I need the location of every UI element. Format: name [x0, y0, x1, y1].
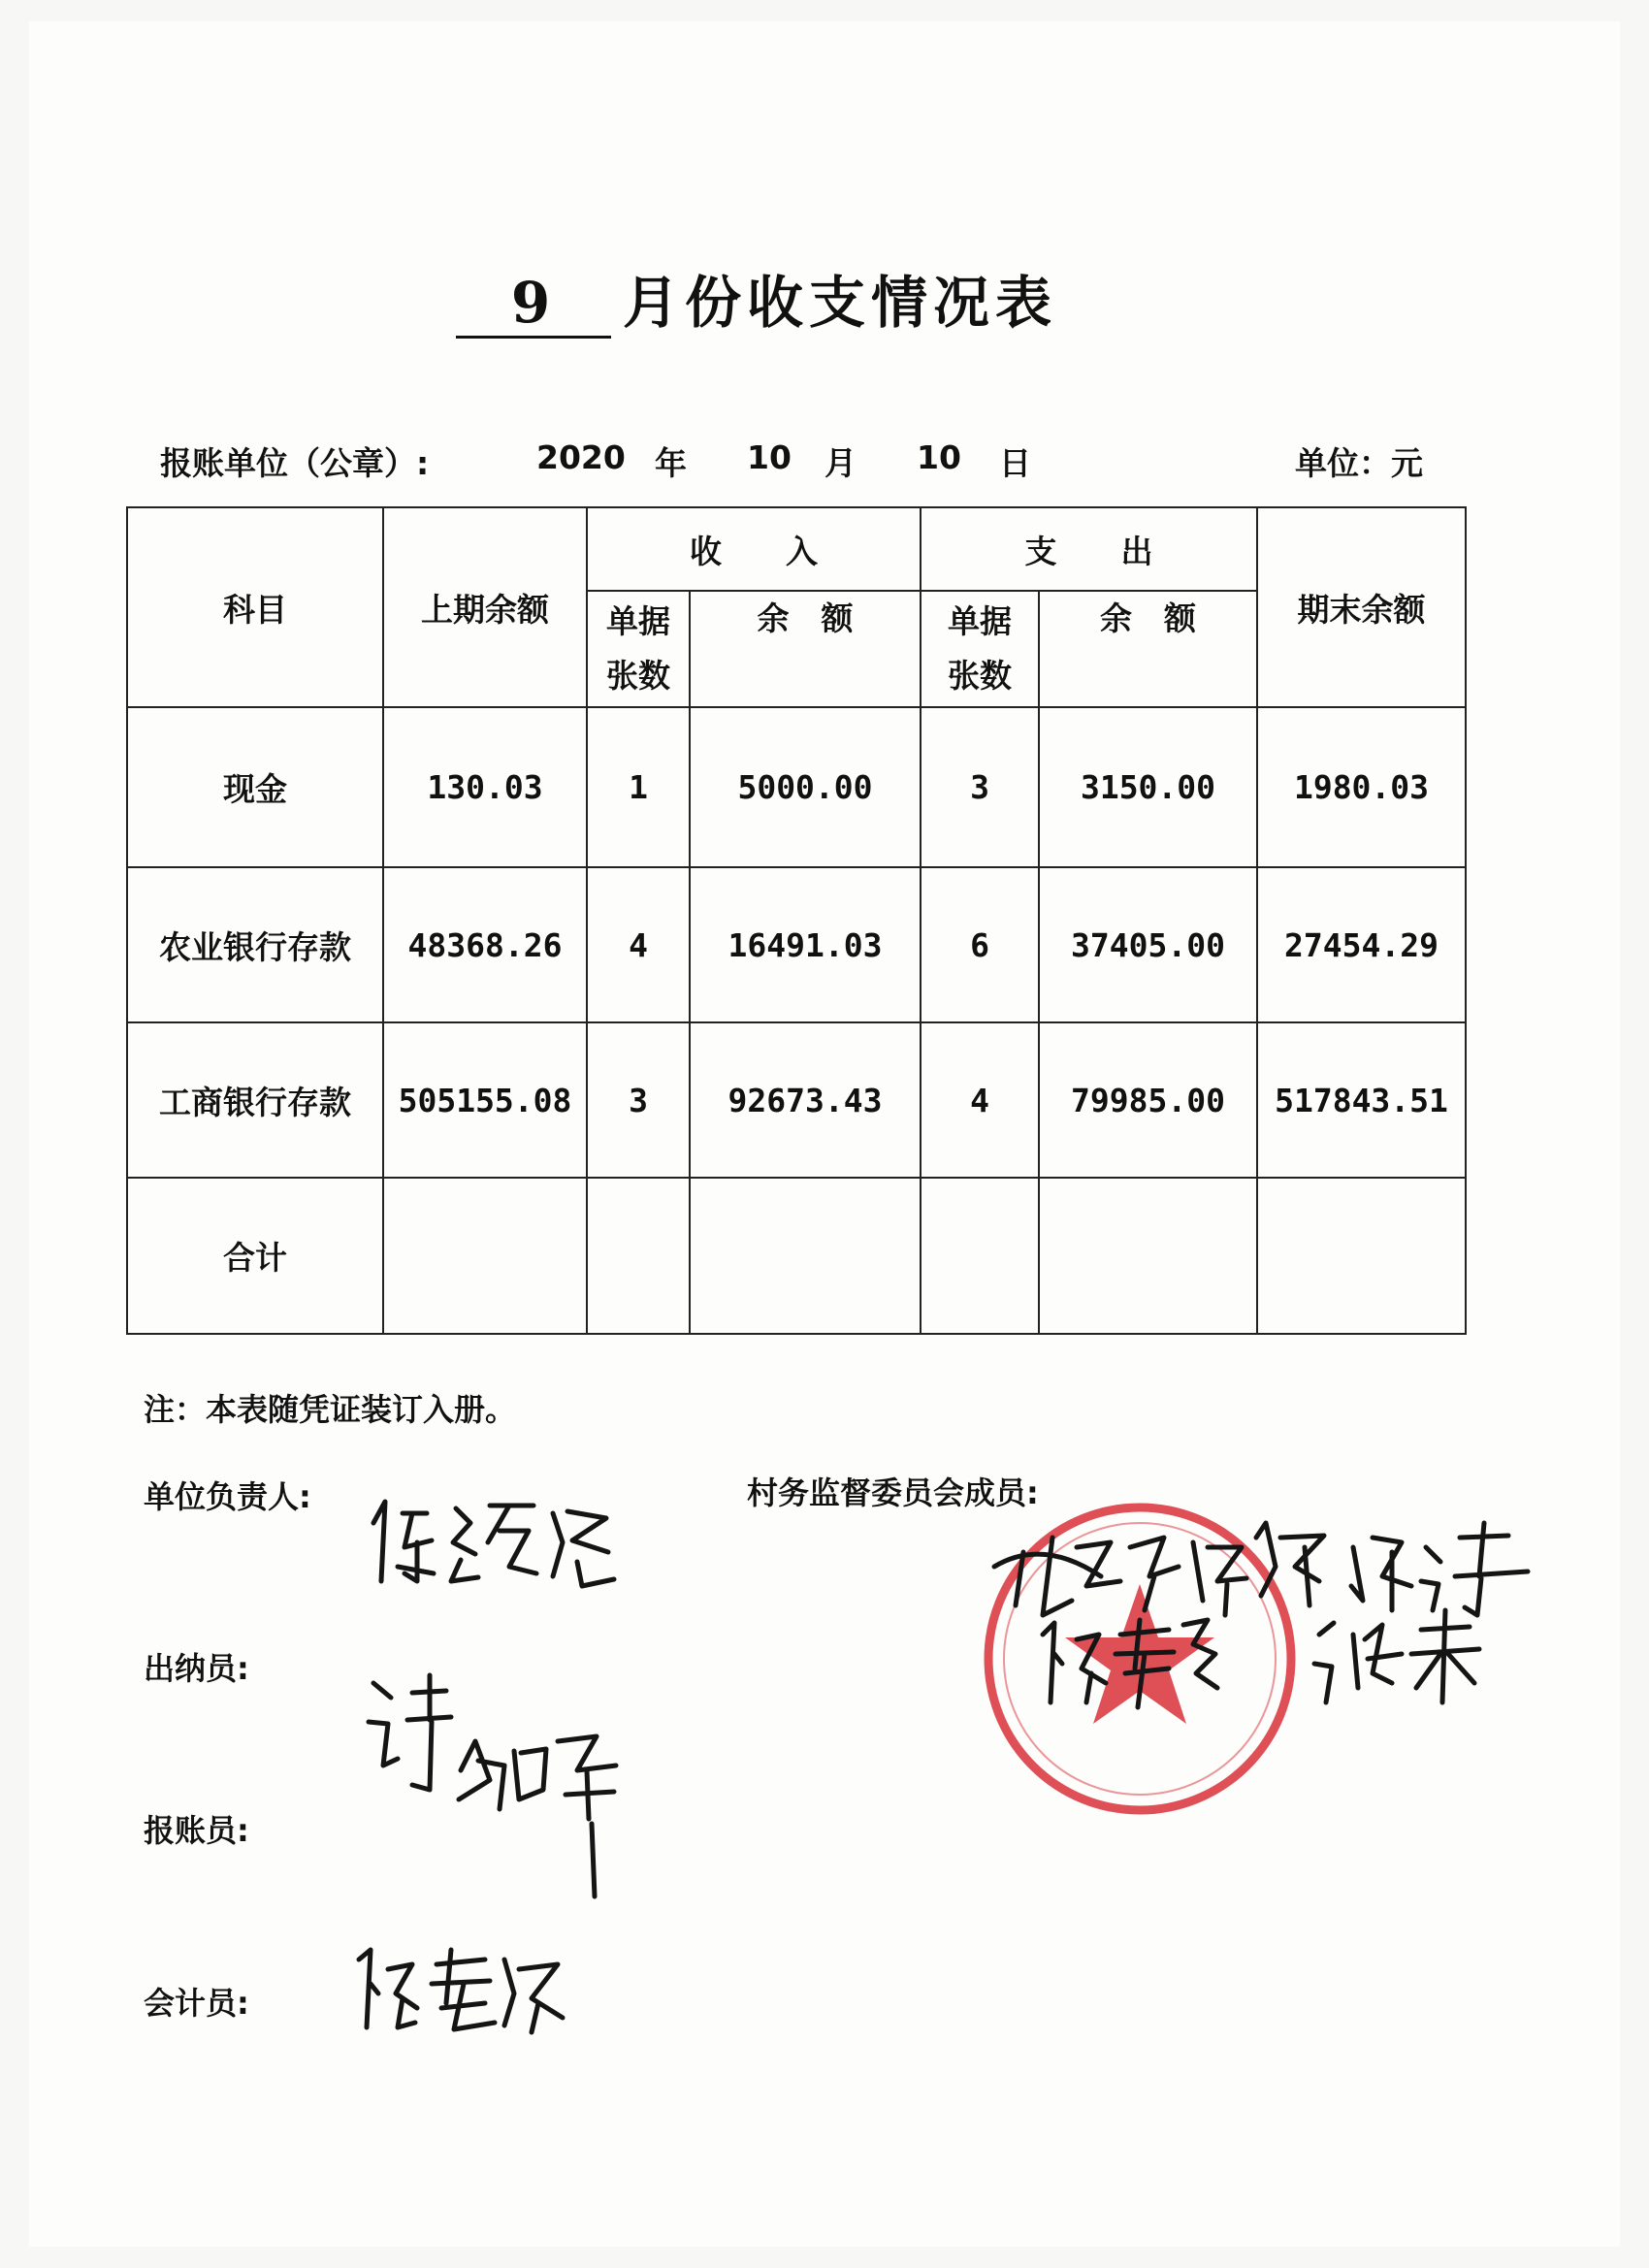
- currency-unit: 单位：元: [1295, 444, 1423, 482]
- committee-signatures: [985, 1508, 1542, 1712]
- cell-prev-balance: 505155.08: [383, 1022, 587, 1178]
- cell-income-amount: [690, 1178, 921, 1334]
- header-prev-balance: 上期余额: [383, 507, 587, 707]
- header-income-amount: 余 额: [690, 591, 921, 707]
- table-row: [127, 867, 1466, 1022]
- table-row: [127, 1022, 1466, 1178]
- date-day-suffix: 日: [999, 444, 1031, 482]
- document-title: [456, 257, 1057, 339]
- accountant-label: 会计员:: [144, 1985, 249, 2022]
- cell-subject: 工商银行存款: [127, 1022, 383, 1178]
- header-subject: 科目: [127, 507, 383, 707]
- cashier-label: 出纳员:: [144, 1650, 249, 1687]
- unit-head-signature: [364, 1484, 626, 1596]
- table-row-total: [127, 1178, 1466, 1334]
- title-month: 9: [456, 270, 611, 339]
- cell-end-balance: [1257, 1178, 1466, 1334]
- committee-label: 村务监督委员会成员:: [747, 1474, 1039, 1511]
- title-text: 月份收支情况表: [623, 270, 1058, 336]
- header-income-count: 单据 张数: [587, 591, 690, 707]
- cell-expense-count: [921, 1178, 1039, 1334]
- cell-expense-amount: 37405.00: [1039, 867, 1257, 1022]
- cashier-signature: [354, 1664, 645, 1901]
- cell-income-amount: 5000.00: [690, 707, 921, 867]
- cell-expense-amount: 3150.00: [1039, 707, 1257, 867]
- cell-expense-amount: 79985.00: [1039, 1022, 1257, 1178]
- cell-expense-count: 6: [921, 867, 1039, 1022]
- header-income: 收 入: [587, 507, 921, 591]
- header-expense: 支 出: [921, 507, 1257, 591]
- cell-end-balance: 1980.03: [1257, 707, 1466, 867]
- cell-expense-count: 3: [921, 707, 1039, 867]
- cell-income-count: 1: [587, 707, 690, 867]
- cell-end-balance: 27454.29: [1257, 867, 1466, 1022]
- cell-income-count: 4: [587, 867, 690, 1022]
- cell-end-balance: 517843.51: [1257, 1022, 1466, 1178]
- date-month: 10: [747, 438, 792, 476]
- date-year-suffix: 年: [655, 444, 687, 482]
- date-day: 10: [917, 438, 961, 476]
- cell-income-amount: 92673.43: [690, 1022, 921, 1178]
- cell-income-amount: 16491.03: [690, 867, 921, 1022]
- header-expense-count: 单据 张数: [921, 591, 1039, 707]
- cell-income-count: 3: [587, 1022, 690, 1178]
- reporter-label: 报账员:: [144, 1812, 249, 1849]
- note-text: 注：本表随凭证装订入册。: [144, 1391, 517, 1428]
- cell-prev-balance: 48368.26: [383, 867, 587, 1022]
- cell-subject: 合计: [127, 1178, 383, 1334]
- date-month-suffix: 月: [824, 444, 857, 482]
- cell-expense-amount: [1039, 1178, 1257, 1334]
- header-expense-amount: 余 额: [1039, 591, 1257, 707]
- cell-expense-count: 4: [921, 1022, 1039, 1178]
- cell-subject: 农业银行存款: [127, 867, 383, 1022]
- accountant-signature: [349, 1940, 572, 2037]
- cell-prev-balance: [383, 1178, 587, 1334]
- table-row: [127, 707, 1466, 867]
- unit-head-label: 单位负责人:: [144, 1478, 311, 1515]
- cell-prev-balance: 130.03: [383, 707, 587, 867]
- income-expense-table: [126, 506, 1467, 1335]
- reporting-unit-label: 报账单位（公章）:: [160, 444, 430, 482]
- cell-income-count: [587, 1178, 690, 1334]
- header-end-balance: 期末余额: [1257, 507, 1466, 707]
- date-year: 2020: [536, 438, 626, 476]
- cell-subject: 现金: [127, 707, 383, 867]
